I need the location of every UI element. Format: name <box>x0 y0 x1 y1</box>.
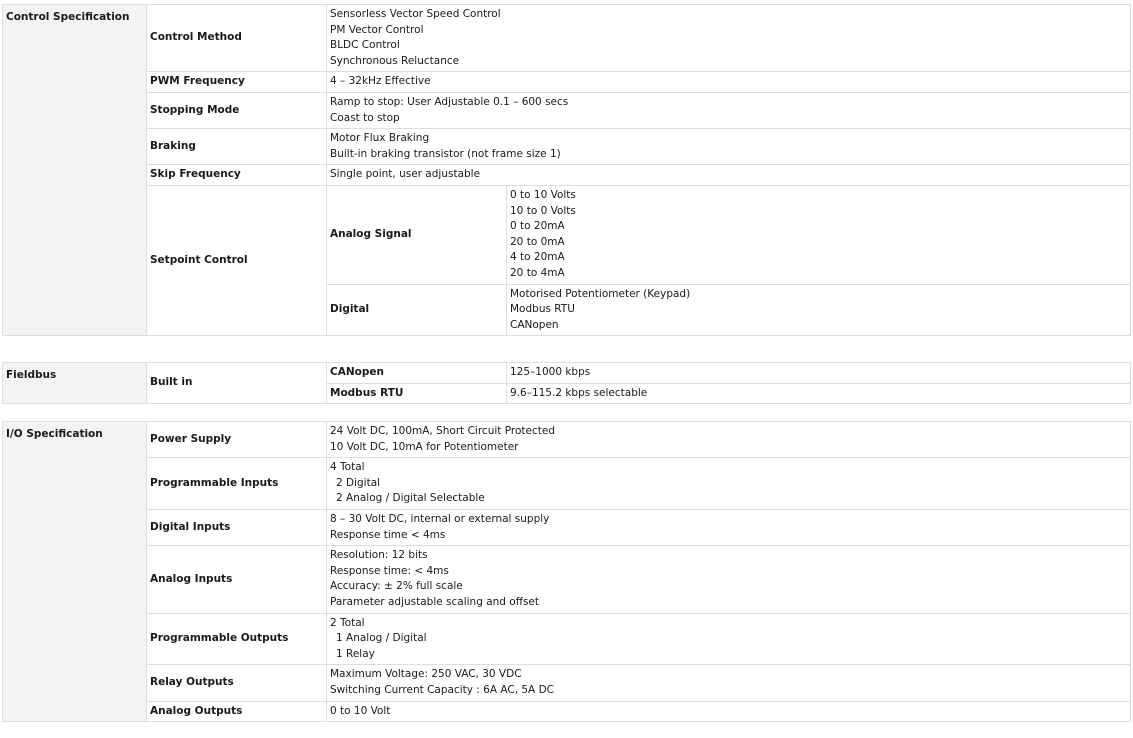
value-line: 10 Volt DC, 10mA for Potentiometer <box>330 440 519 453</box>
table-row <box>3 458 1131 510</box>
row-value: 125–1000 kbps <box>507 363 1131 384</box>
row-value <box>507 284 1131 336</box>
value-line: Synchronous Reluctance <box>330 54 460 67</box>
value-line: 0 to 10 Volts <box>510 188 576 201</box>
value-line: 10 to 0 Volts <box>510 204 576 217</box>
sub-row-label: Modbus RTU <box>327 383 507 404</box>
table-row <box>3 92 1131 128</box>
value-line: Ramp to stop: User Adjustable 0.1 – 600 secs <box>330 95 569 108</box>
value-line: Sensorless Vector Speed Control <box>330 8 501 20</box>
row-value: 9.6–115.2 kbps selectable <box>507 383 1131 404</box>
table-row <box>3 509 1131 545</box>
value-line: 24 Volt DC, 100mA, Short Circuit Protected <box>330 425 555 437</box>
row-label: PWM Frequency <box>147 72 327 93</box>
value-line: CANopen <box>510 318 559 331</box>
table-row <box>3 546 1131 613</box>
value-line: PM Vector Control <box>330 23 424 36</box>
value-line: 4 to 20mA <box>510 251 565 264</box>
row-value <box>507 185 1131 284</box>
value-line: 4 – 32kHz Effective <box>330 75 431 88</box>
row-label: Setpoint Control <box>147 185 327 335</box>
row-value <box>327 129 1131 165</box>
row-value <box>327 665 1131 701</box>
value-line: 1 Relay <box>336 647 375 660</box>
value-line: Response time < 4ms <box>330 528 446 541</box>
value-line: Resolution: 12 bits <box>330 549 428 562</box>
value-line: 2 Total <box>330 616 365 629</box>
value-line: Motor Flux Braking <box>330 132 430 145</box>
value-line: Motorised Potentiometer (Keypad) <box>510 287 691 300</box>
row-label: Skip Frequency <box>147 165 327 186</box>
row-label: Power Supply <box>147 422 327 458</box>
sub-row-label: Digital <box>327 284 507 336</box>
row-value <box>327 613 1131 665</box>
value-line: Single point, user adjustable <box>330 168 481 181</box>
value-line: 8 – 30 Volt DC, internal or external supply <box>330 512 550 525</box>
row-value <box>327 458 1131 510</box>
value-line: 0 to 20mA <box>510 220 565 233</box>
value-line: 1 Analog / Digital <box>336 632 427 645</box>
row-value <box>327 701 1131 722</box>
value-line: 20 to 0mA <box>510 235 565 248</box>
value-line: 4 Total <box>330 461 365 474</box>
row-value <box>327 5 1131 72</box>
value-line: 20 to 4mA <box>510 266 565 279</box>
value-line: 2 Digital <box>336 476 381 489</box>
row-label: Relay Outputs <box>147 665 327 701</box>
sub-row-label: CANopen <box>327 363 507 384</box>
value-line: Coast to stop <box>330 111 400 124</box>
table-row <box>3 5 1131 72</box>
value-line: Switching Current Capacity : 6A AC, 5A DC <box>330 683 554 696</box>
section-heading: Fieldbus <box>3 363 147 404</box>
row-value <box>327 92 1131 128</box>
value-line: Response time: < 4ms <box>330 564 449 577</box>
row-label: Programmable Inputs <box>147 458 327 510</box>
row-value <box>327 165 1131 186</box>
table-row <box>3 665 1131 701</box>
value-line: Built-in braking transistor (not frame size 1) <box>330 147 561 160</box>
control-specification-table <box>2 4 1131 336</box>
value-line: 0 to 10 Volt <box>330 704 391 717</box>
row-label: Braking <box>147 129 327 165</box>
row-value <box>327 509 1131 545</box>
table-row <box>3 165 1131 186</box>
row-label: Programmable Outputs <box>147 613 327 665</box>
table-row <box>3 72 1131 93</box>
value-line: Parameter adjustable scaling and offset <box>330 595 540 608</box>
section-heading: Control Specification <box>3 5 147 336</box>
row-value <box>327 546 1131 613</box>
table-row <box>3 422 1131 458</box>
io-specification-table <box>2 421 1131 722</box>
row-value <box>327 72 1131 93</box>
row-label: Digital Inputs <box>147 509 327 545</box>
row-label: Built in <box>147 363 327 404</box>
table-row <box>3 701 1131 722</box>
table-row <box>3 363 1131 384</box>
value-line: 2 Analog / Digital Selectable <box>336 492 485 505</box>
row-label: Analog Inputs <box>147 546 327 613</box>
section-heading: I/O Specification <box>3 422 147 722</box>
row-value <box>327 422 1131 458</box>
table-row <box>3 185 1131 284</box>
value-line: Modbus RTU <box>510 303 575 316</box>
table-row <box>3 613 1131 665</box>
row-label: Stopping Mode <box>147 92 327 128</box>
value-line: Accuracy: ± 2% full scale <box>330 580 463 593</box>
sub-row-label: Analog Signal <box>327 185 507 284</box>
row-label: Control Method <box>147 5 327 72</box>
fieldbus-table <box>2 362 1131 404</box>
value-line: Maximum Voltage: 250 VAC, 30 VDC <box>330 668 522 681</box>
table-row <box>3 129 1131 165</box>
value-line: BLDC Control <box>330 39 400 52</box>
row-label: Analog Outputs <box>147 701 327 722</box>
